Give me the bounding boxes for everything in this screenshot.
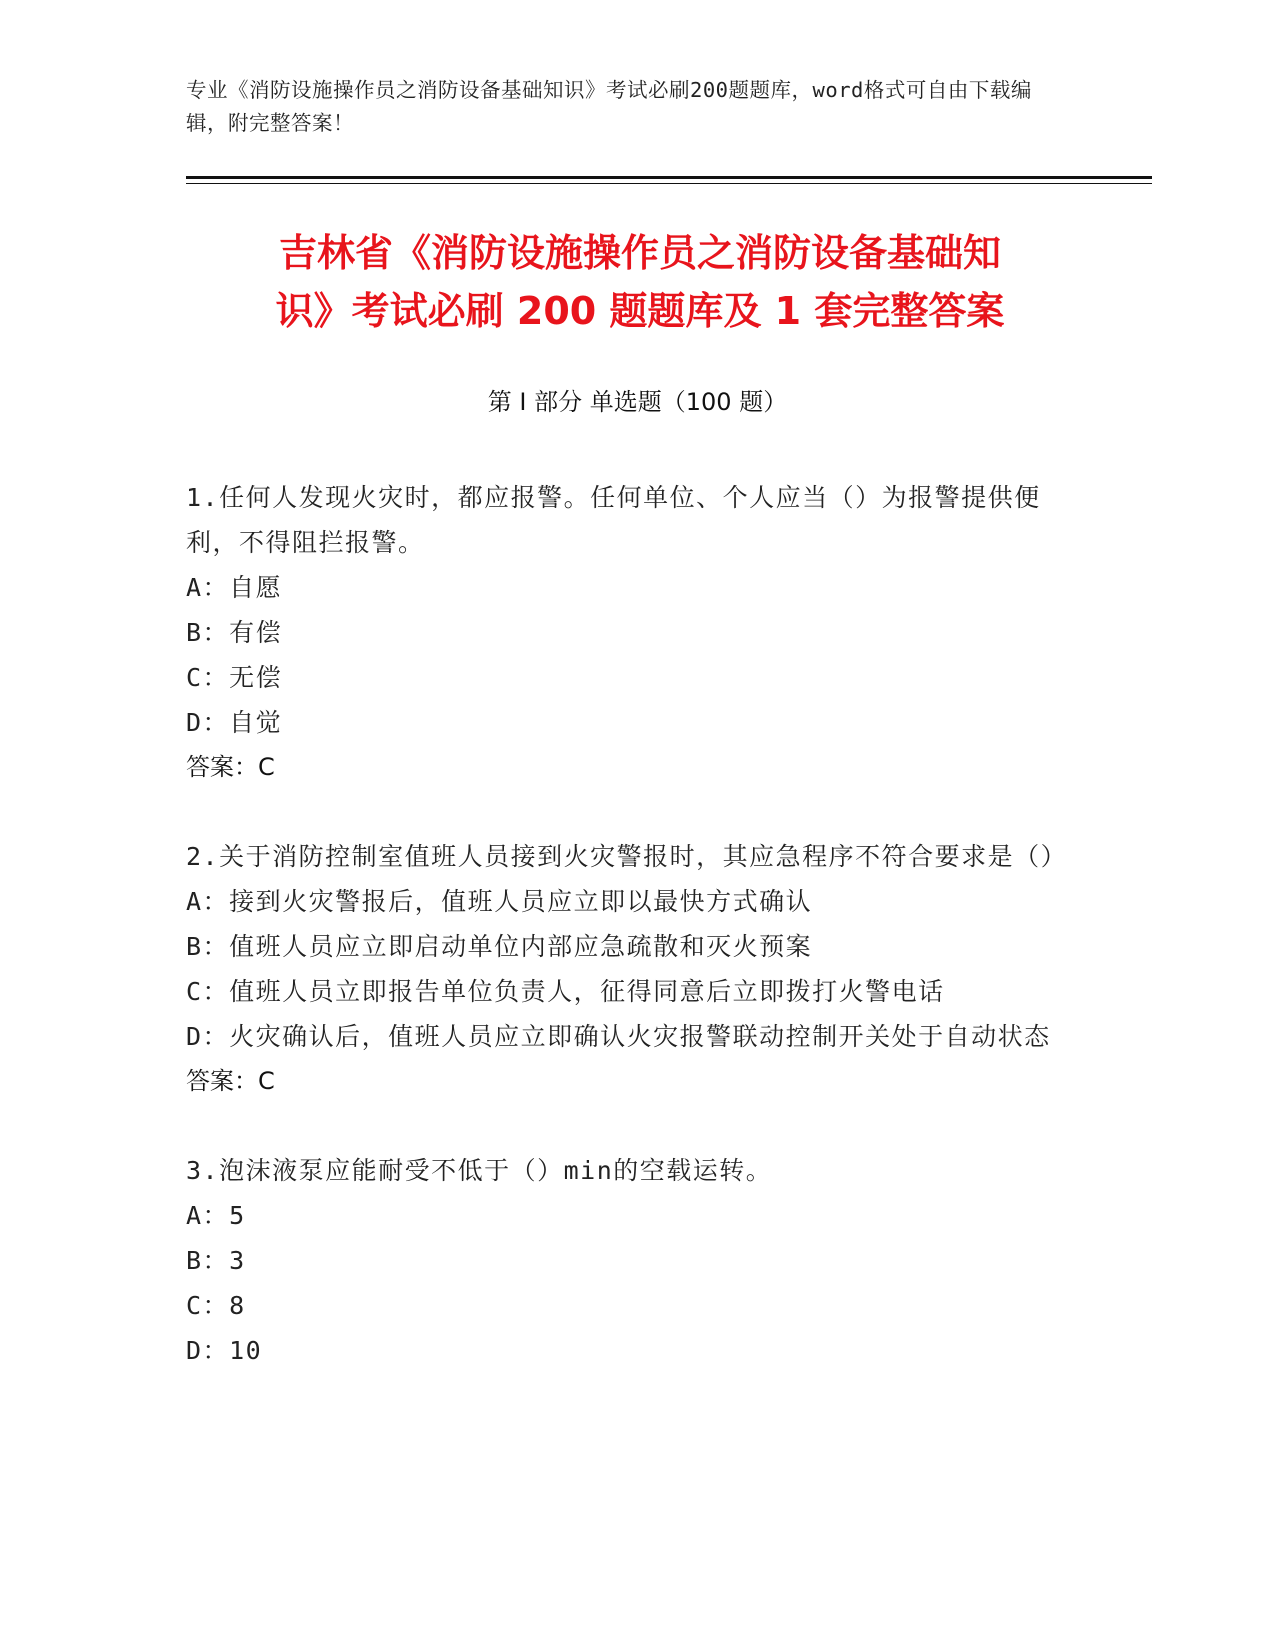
option-letter: D： bbox=[186, 1336, 230, 1365]
option-letter: C： bbox=[186, 1291, 230, 1320]
question-1 bbox=[186, 475, 1086, 790]
option-b bbox=[186, 610, 1086, 655]
option-text: 无偿 bbox=[229, 663, 283, 692]
option-c bbox=[186, 655, 1086, 700]
option-text: 10 bbox=[229, 1336, 263, 1365]
option-letter: C： bbox=[186, 977, 230, 1006]
option-letter: D： bbox=[186, 1022, 230, 1051]
option-c bbox=[186, 969, 1086, 1014]
option-letter: B： bbox=[186, 1246, 230, 1275]
header-note: 专业《消防设施操作员之消防设备基础知识》考试必刷200题题库，word格式可自由下载编辑，附完整答案！ bbox=[186, 78, 1032, 135]
answer-line: 答案：C bbox=[186, 753, 275, 781]
option-text: 5 bbox=[229, 1201, 246, 1230]
option-text: 8 bbox=[229, 1291, 246, 1320]
option-letter: A： bbox=[186, 887, 230, 916]
option-text: 值班人员立即报告单位负责人，征得同意后立即拨打火警电话 bbox=[229, 977, 945, 1006]
option-letter: A： bbox=[186, 573, 230, 602]
option-text: 有偿 bbox=[229, 618, 283, 647]
document-title bbox=[190, 224, 1090, 340]
question-list bbox=[186, 475, 1086, 1417]
option-text: 接到火灾警报后，值班人员应立即以最快方式确认 bbox=[229, 887, 813, 916]
option-text: 3 bbox=[229, 1246, 246, 1275]
option-b bbox=[186, 924, 1086, 969]
question-stem: 1.任何人发现火灾时，都应报警。任何单位、个人应当（）为报警提供便利，不得阻拦报警。 bbox=[186, 483, 1041, 557]
option-text: 值班人员应立即启动单位内部应急疏散和灭火预案 bbox=[229, 932, 813, 961]
header-divider-thin bbox=[186, 183, 1152, 184]
option-letter: A： bbox=[186, 1201, 230, 1230]
option-text: 自觉 bbox=[229, 708, 283, 737]
option-c bbox=[186, 1283, 1086, 1328]
option-d bbox=[186, 1014, 1086, 1059]
question-3 bbox=[186, 1148, 1086, 1373]
option-b bbox=[186, 1238, 1086, 1283]
option-letter: C： bbox=[186, 663, 230, 692]
question-stem: 3.泡沫液泵应能耐受不低于（）min的空载运转。 bbox=[186, 1156, 773, 1185]
option-letter: B： bbox=[186, 618, 230, 647]
answer-line: 答案：C bbox=[186, 1067, 275, 1095]
option-letter: D： bbox=[186, 708, 230, 737]
option-text: 火灾确认后，值班人员应立即确认火灾报警联动控制开关处于自动状态 bbox=[229, 1022, 1051, 1051]
option-a bbox=[186, 565, 1086, 610]
section-heading: 第 I 部分 单选题（100 题） bbox=[487, 388, 788, 416]
option-a bbox=[186, 879, 1086, 924]
question-stem: 2.关于消防控制室值班人员接到火灾警报时，其应急程序不符合要求是（） bbox=[186, 842, 1068, 871]
title-line-2: 识》考试必刷 200 题题库及 1 套完整答案 bbox=[275, 289, 1005, 333]
question-2 bbox=[186, 834, 1086, 1104]
option-a bbox=[186, 1193, 1086, 1238]
title-line-1: 吉林省《消防设施操作员之消防设备基础知 bbox=[278, 231, 1001, 275]
option-text: 自愿 bbox=[229, 573, 283, 602]
header-divider-thick bbox=[186, 176, 1152, 179]
option-d bbox=[186, 700, 1086, 745]
option-d bbox=[186, 1328, 1086, 1373]
option-letter: B： bbox=[186, 932, 230, 961]
